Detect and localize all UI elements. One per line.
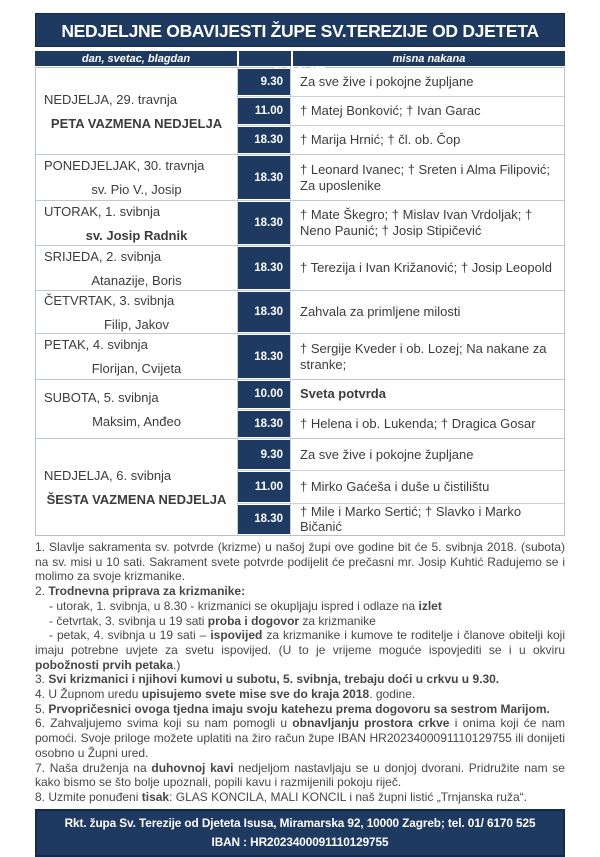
mass-intention: Za sve žive i pokojne župljane — [300, 446, 474, 462]
mass-row — [238, 155, 564, 200]
day-label: SUBOTA, 5. svibnja — [44, 389, 159, 405]
mass-time: 18.30 — [238, 202, 290, 244]
footer-iban: IBAN : HR2023400091110129755 — [211, 834, 389, 849]
mass-row — [238, 246, 564, 290]
time-cell — [238, 380, 291, 409]
mass-time: 9.30 — [238, 440, 290, 469]
schedule-row — [36, 200, 564, 245]
mass-intention: † Mirko Gaćeša i duše u čistilištu — [300, 479, 490, 495]
announcement-text: 4. U Župnom uredu — [35, 687, 142, 702]
day-label: PETAK, 4. svibnja — [44, 337, 148, 352]
day-cell — [36, 201, 238, 245]
time-cell — [238, 439, 291, 470]
schedule-row — [36, 333, 564, 379]
mass-list — [238, 68, 564, 154]
time-cell — [238, 504, 291, 535]
day-cell — [36, 380, 238, 438]
mass-time: 18.30 — [238, 411, 290, 438]
schedule-row — [36, 68, 564, 154]
schedule-row — [36, 245, 564, 290]
mass-intention: † Matej Bonković; † Ivan Garac — [300, 103, 481, 119]
time-cell — [238, 97, 291, 125]
announcement-text: pobožnosti prvih petaka — [35, 657, 174, 672]
schedule-row — [36, 438, 564, 535]
time-cell — [238, 126, 291, 154]
announcement-text: duhovnoj kavi — [151, 760, 234, 775]
mass-list — [238, 246, 564, 290]
mass-list — [238, 380, 564, 438]
time-cell — [238, 334, 291, 379]
day-cell — [36, 155, 238, 200]
announcement-text: nedjeljom nastavljaju se u donjoj dvorani. Pridružite nam se kako bismo se što bolje upoznali, popili kavu i razmijenili pokoju riječ. — [35, 760, 565, 790]
announcement-item — [35, 687, 565, 702]
mass-row — [238, 470, 564, 502]
announcement-item — [35, 790, 565, 805]
announcement-text: Prvopričesnici ovoga tjedna imaju svoju katehezu prema dogovoru sa sestrom Marijom. — [48, 701, 550, 716]
announcement-text: 5. — [35, 701, 49, 716]
feast-label: Maksim, Anđeo — [92, 413, 181, 429]
time-cell — [238, 68, 291, 96]
announcement-item — [35, 540, 565, 584]
mass-intention: † Mate Škegro; † Mislav Ivan Vrdoljak; † Neno Paunić; † Josip Stipičević — [300, 207, 533, 238]
announcement-text: ispovijed — [210, 628, 263, 643]
mass-intention: † Mile i Marko Sertić; † Slavko i Marko Bičanić — [300, 503, 522, 535]
day-cell — [36, 68, 238, 154]
column-header-time — [239, 51, 291, 66]
mass-time: 18.30 — [238, 127, 290, 153]
feast-label: ŠESTA VAZMENA NEDJELJA — [46, 491, 227, 507]
schedule-row — [36, 154, 564, 200]
mass-time: 18.30 — [238, 247, 290, 289]
mass-row — [238, 334, 564, 379]
mass-row — [238, 291, 564, 333]
mass-time: 18.30 — [238, 292, 290, 332]
mass-time: 9.30 — [238, 69, 290, 95]
time-cell — [238, 291, 291, 333]
announcement-text: tisak — [141, 789, 170, 804]
announcement-text: 6. Zahvaljujemo svima koji su nam pomogli u — [35, 716, 293, 731]
footer-bar — [35, 809, 565, 857]
time-cell — [238, 155, 291, 200]
time-cell — [238, 201, 291, 245]
mass-intention: † Leonard Ivanec; † Sreten i Alma Filipović; Za uposlenike — [300, 161, 551, 193]
announcement-text: 2. — [35, 584, 49, 599]
column-header-intention: misna nakana — [293, 51, 565, 66]
announcement-item — [35, 614, 565, 629]
day-cell — [36, 334, 238, 379]
announcement-item — [35, 672, 565, 687]
mass-list — [238, 291, 564, 333]
announcement-item — [35, 761, 565, 790]
announcement-item — [35, 599, 565, 614]
announcement-text: - utorak, 1. svibnja, u 8.30 - krizmanici se okupljaju ispred i odlaze na — [49, 598, 419, 613]
day-label: NEDJELJA, 29. travnja — [44, 91, 177, 107]
mass-intention: † Terezija i Ivan Križanović; † Josip Leopold — [300, 260, 552, 276]
announcement-text: za krizmanike i kumove te roditelje i članove obitelji koji imaju potrebne uvjete za svetu ispovijed. (U to je vrijeme moguće ispovjediti se i u okviru — [35, 628, 565, 657]
announcement-text: 7. Naša druženja na — [35, 760, 152, 775]
feast-label: sv. Pio V., Josip — [91, 182, 182, 197]
announcement-item — [35, 716, 565, 760]
mass-row — [238, 503, 564, 535]
mass-list — [238, 334, 564, 379]
schedule-row — [36, 290, 564, 333]
announcement-text: . godine. — [369, 687, 416, 702]
time-cell — [238, 410, 291, 439]
time-cell — [238, 471, 291, 502]
announcement-text: - petak, 4. svibnja u 19 sati – — [49, 628, 211, 643]
footer-address: Rkt. župa Sv. Terezije od Djeteta Isusa, Miramarska 92, 10000 Zagreb; tel. 01/ 6170 525 — [64, 815, 536, 830]
mass-row — [238, 409, 564, 439]
schedule-row — [36, 379, 564, 438]
mass-time: 18.30 — [238, 156, 290, 199]
mass-intention: Zahvala za primljene milosti — [300, 304, 461, 320]
announcement-text: .) — [173, 657, 181, 672]
announcement-text: upisujemo svete mise sve do kraja 2018 — [141, 687, 370, 702]
table-column-header — [35, 51, 565, 66]
feast-label: sv. Josip Radnik — [85, 227, 188, 243]
day-cell — [36, 439, 238, 535]
mass-time: 11.00 — [238, 98, 290, 124]
day-label: PONEDJELJAK, 30. travnja — [44, 158, 205, 173]
announcement-text: Trodnevna priprava za krizmanike: — [48, 584, 246, 599]
day-label: NEDJELJA, 6. svibnja — [44, 467, 172, 483]
mass-intention: † Helena i ob. Lukenda; † Dragica Gosar — [300, 415, 536, 431]
announcement-text: izlet — [418, 598, 442, 613]
feast-label: Filip, Jakov — [103, 316, 170, 332]
day-label: ČETVRTAK, 3. svibnja — [44, 292, 175, 308]
mass-row — [238, 125, 564, 154]
mass-time: 10.00 — [238, 381, 290, 408]
mass-row — [238, 68, 564, 96]
feast-label: Atanazije, Boris — [91, 272, 182, 288]
day-cell — [36, 291, 238, 333]
mass-intention: † Marija Hrnić; † čl. ob. Čop — [300, 132, 461, 148]
mass-time: 18.30 — [238, 335, 290, 378]
announcement-text: i onima koji će nam pomoći. Svoje priloge možete uplatiti na žiro račun župe IBAN HR2023400091110129755 ili donijeti osobno u Župni ured. — [35, 716, 565, 760]
column-header-day: dan, svetac, blagdan — [35, 51, 237, 66]
mass-list — [238, 439, 564, 535]
announcement-text: 1. Slavlje sakramenta sv. potvrde (krizme) u našoj župi ove godine bit će 5. svibnja 2018. (subota) na sv. misi u 10 sati. Sakrament svete potvrde podijelit će prečasni mr. Josip Kuhtić Radujemo se i molimo za svoje krizmanike. — [35, 540, 565, 584]
feast-label: PETA VAZMENA NEDJELJA — [50, 115, 223, 131]
mass-time: 18.30 — [238, 505, 290, 534]
mass-intention: Za sve žive i pokojne župljane — [300, 74, 474, 90]
feast-label: Florijan, Cvijeta — [91, 361, 182, 376]
announcement-text: - četvrtak, 3. svibnja u 19 sati — [49, 613, 208, 628]
mass-intention: † Sergije Kveder i ob. Lozej; Na nakane za stranke; — [300, 340, 547, 372]
mass-list — [238, 201, 564, 245]
mass-intention: Sveta potvrda — [300, 386, 386, 402]
mass-row — [238, 201, 564, 245]
announcement-item — [35, 702, 565, 717]
bulletin-content — [35, 13, 565, 857]
announcement-text: za krizmanike — [299, 613, 376, 628]
day-label: UTORAK, 1. svibnja — [44, 203, 161, 219]
mass-row — [238, 439, 564, 470]
announcement-text: proba i dogovor — [207, 613, 300, 628]
day-label: SRIJEDA, 2. svibnja — [44, 248, 162, 264]
announcement-text: Svi krizmanici i njihovi kumovi u subotu, 5. svibnja, trebaju doći u crkvu u 9.30. — [48, 672, 500, 687]
announcement-text: 3. — [35, 672, 49, 687]
announcement-text: : GLAS KONCILA, MALI KONCIL i naš župni listić „Trnjanska ruža“. — [169, 789, 527, 804]
day-cell — [36, 246, 238, 290]
announcement-item — [35, 584, 565, 599]
mass-row — [238, 96, 564, 125]
announcement-text: 8. Uzmite ponuđeni — [35, 789, 142, 804]
time-cell — [238, 246, 291, 290]
mass-list — [238, 155, 564, 200]
announcements — [35, 540, 565, 805]
announcement-text: obnavljanju prostora crkve — [292, 716, 450, 731]
mass-time: 11.00 — [238, 472, 290, 501]
page-title: NEDJELJNE OBAVIJESTI ŽUPE SV.TEREZIJE OD DJETETA — [35, 13, 565, 47]
schedule-table — [35, 67, 565, 536]
mass-row — [238, 380, 564, 409]
announcement-item — [35, 628, 565, 672]
